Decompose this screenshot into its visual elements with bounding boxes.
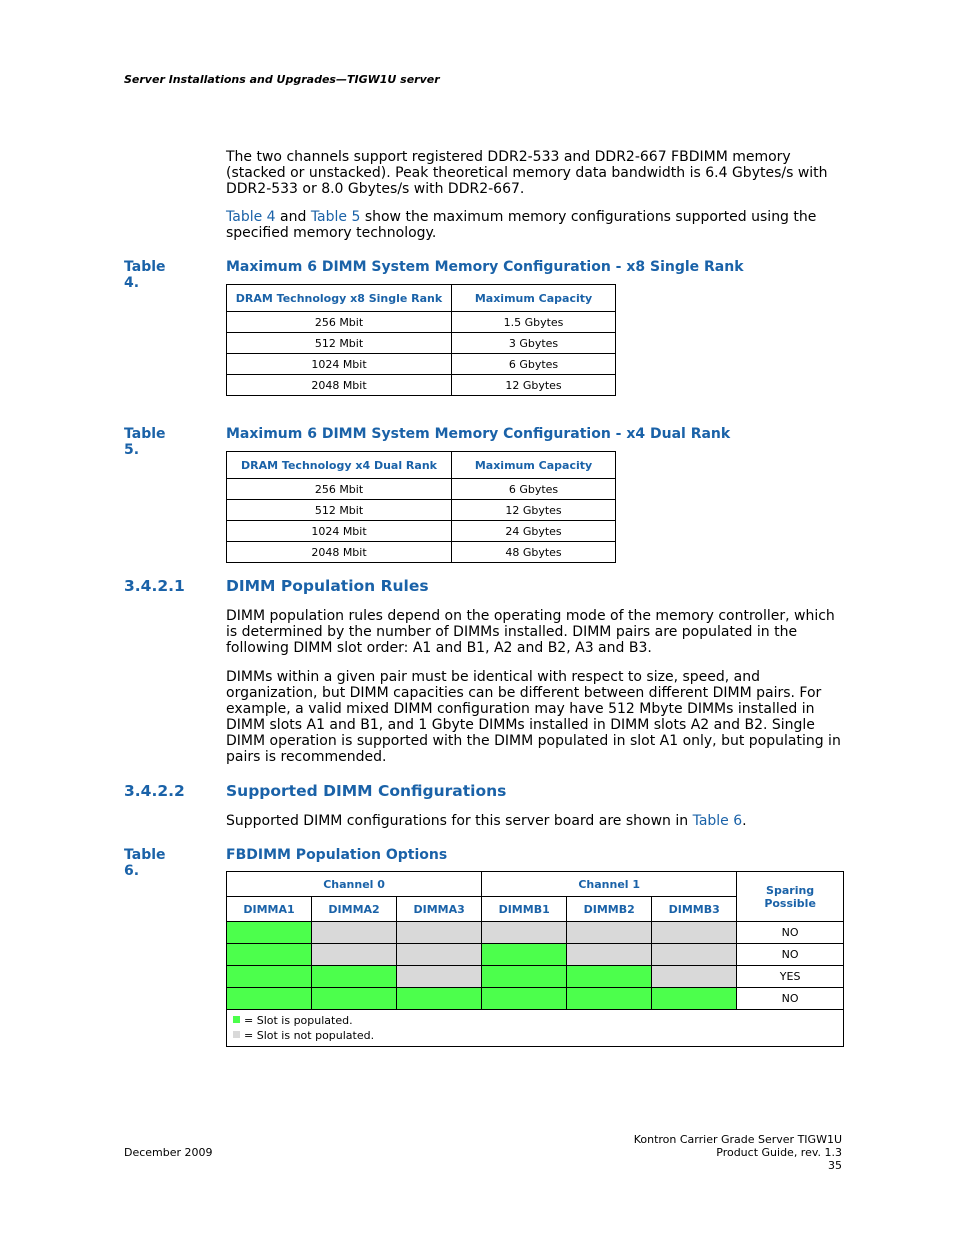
slot-cell-dimma3 [397,944,482,966]
table5-link[interactable]: Table 5 [310,209,361,225]
table6-link[interactable]: Table 6 [692,813,743,829]
table4-header-capacity: Maximum Capacity [452,285,616,312]
slot-cell-dimmb1 [482,988,567,1010]
slot-header-dimmb1: DIMMB1 [482,897,567,922]
sparing-cell: NO [737,922,844,944]
intro-paragraph-2: Table 4 and Table 5 show the maximum memory configurations supported using the specified memory technology. [226,209,817,241]
footer-product-info: Kontron Carrier Grade Server TIGW1U Product Guide, rev. 1.3 35 [633,1133,842,1172]
table5-header-capacity: Maximum Capacity [452,452,616,479]
page-number: 35 [828,1159,842,1172]
population-rules-paragraph-2: DIMMs within a given pair must be identical with respect to size, speed, and organization, but DIMM capacities can be different between different DIMM pairs. For example, a valid mixed DIMM configuration may have 512 Mbyte DIMMs installed in DIMM slots A1 and B1, and 1 Gbyte DIMMs installed in DIMM slots A2 and B2. Single DIMM operation is supported with the DIMM populated in slot A1 only, but populating in pairs is recommended. [226,669,841,765]
table4 [226,284,616,396]
slot-cell-dimmb2 [567,944,652,966]
slot-cell-dimmb3 [652,922,737,944]
slot-header-dimma1: DIMMA1 [227,897,312,922]
populated-swatch-icon [233,1016,240,1023]
population-rules-paragraph-1: DIMM population rules depend on the operating mode of the memory controller, which is determined by the number of DIMMs installed. DIMM pairs are populated in the following DIMM slot order: A1 and B1, A2 and B2, A3 and B3. [226,608,835,656]
slot-cell-dimmb3 [652,944,737,966]
table4-header-dram: DRAM Technology x8 Single Rank [227,285,452,312]
legend-not-populated: = Slot is not populated. [233,1028,837,1043]
slot-cell-dimmb2 [567,922,652,944]
table-row [227,922,844,944]
slot-cell-dimmb1 [482,944,567,966]
table-row: 512 Mbit 3 Gbytes [227,333,616,354]
slot-header-dimmb3: DIMMB3 [652,897,737,922]
channel0-header: Channel 0 [227,872,482,897]
slot-header-dimmb2: DIMMB2 [567,897,652,922]
running-header: Server Installations and Upgrades—TIGW1U server [124,73,440,86]
table6 [226,871,844,1047]
sparing-header: Sparing Possible [737,872,844,922]
slot-cell-dimma3 [397,966,482,988]
table6-legend [227,1010,844,1047]
slot-cell-dimma1 [227,966,312,988]
table-row: 256 Mbit 1.5 Gbytes [227,312,616,333]
table-row: 256 Mbit 6 Gbytes [227,479,616,500]
table-row [227,944,844,966]
slot-header-dimma3: DIMMA3 [397,897,482,922]
slot-cell-dimmb2 [567,988,652,1010]
slot-cell-dimmb2 [567,966,652,988]
slot-header-dimma2: DIMMA2 [312,897,397,922]
intro-paragraph: The two channels support registered DDR2-533 and DDR2-667 FBDIMM memory (stacked or unstacked). Peak theoretical memory data bandwidth is 6.4 Gbytes/s with DDR2-533 or 8.0 Gbytes/s with DDR2-667. [226,149,828,197]
slot-cell-dimmb1 [482,922,567,944]
sparing-cell: NO [737,988,844,1010]
table5-header-dram: DRAM Technology x4 Dual Rank [227,452,452,479]
legend-populated: = Slot is populated. [233,1013,837,1028]
slot-cell-dimma1 [227,944,312,966]
table-row: 512 Mbit 12 Gbytes [227,500,616,521]
table-row [227,966,844,988]
table-row: 1024 Mbit 24 Gbytes [227,521,616,542]
table-row: 1024 Mbit 6 Gbytes [227,354,616,375]
slot-cell-dimma2 [312,988,397,1010]
slot-cell-dimma1 [227,922,312,944]
table5 [226,451,616,563]
slot-cell-dimma3 [397,922,482,944]
footer-date: December 2009 [124,1146,213,1159]
slot-cell-dimma1 [227,988,312,1010]
supported-configs-paragraph: Supported DIMM configurations for this server board are shown in Table 6. [226,813,747,829]
slot-cell-dimma2 [312,966,397,988]
sparing-cell: YES [737,966,844,988]
slot-cell-dimmb1 [482,966,567,988]
table4-link[interactable]: Table 4 [226,209,276,225]
slot-cell-dimma3 [397,988,482,1010]
slot-cell-dimma2 [312,944,397,966]
table-row: 2048 Mbit 12 Gbytes [227,375,616,396]
slot-cell-dimmb3 [652,966,737,988]
slot-cell-dimmb3 [652,988,737,1010]
channel1-header: Channel 1 [482,872,737,897]
table-row [227,988,844,1010]
table-row: 2048 Mbit 48 Gbytes [227,542,616,563]
slot-cell-dimma2 [312,922,397,944]
sparing-cell: NO [737,944,844,966]
not-populated-swatch-icon [233,1031,240,1038]
